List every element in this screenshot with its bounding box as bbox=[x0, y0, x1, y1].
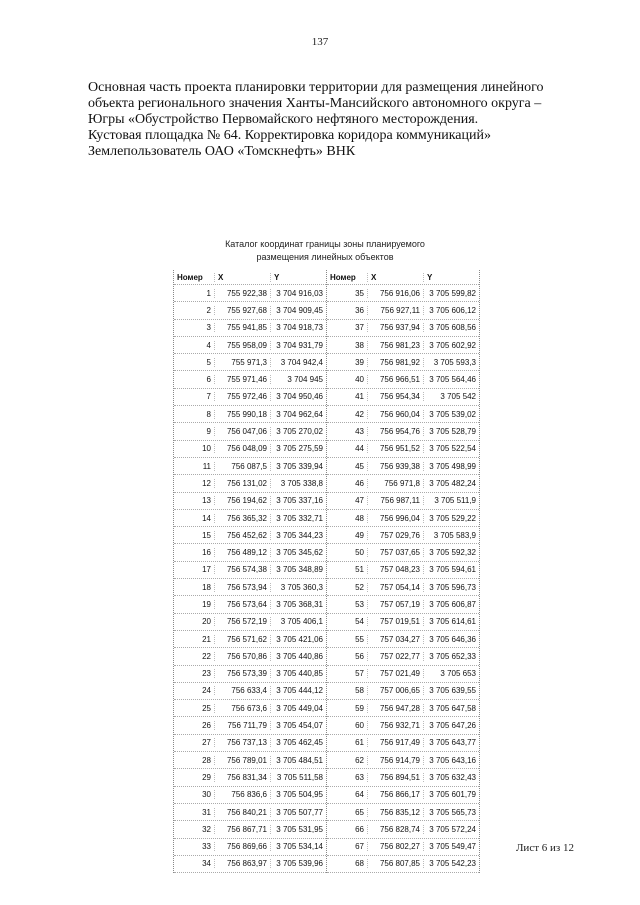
table-row bbox=[174, 631, 326, 648]
point-number-cell: 30 bbox=[202, 790, 211, 800]
x-coordinate-cell: 756 573,64 bbox=[214, 600, 270, 609]
y-coordinate-cell: 3 705 539,02 bbox=[423, 410, 479, 419]
x-coordinate-cell: 756 867,71 bbox=[214, 825, 270, 834]
point-number-cell: 7 bbox=[206, 392, 211, 402]
header-cell: Y bbox=[423, 273, 479, 282]
y-coordinate-cell: 3 705 549,47 bbox=[423, 842, 479, 851]
table-row bbox=[174, 337, 326, 354]
y-coordinate-cell: 3 705 606,12 bbox=[423, 306, 479, 315]
table-row bbox=[174, 441, 326, 458]
y-coordinate-cell: 3 705 647,26 bbox=[423, 721, 479, 730]
y-coordinate-cell: 3 704 950,46 bbox=[270, 392, 326, 401]
table-header-row bbox=[174, 270, 326, 285]
point-number-cell: 16 bbox=[202, 548, 211, 558]
x-coordinate-cell: 757 054,14 bbox=[367, 583, 423, 592]
y-coordinate-cell: 3 705 531,95 bbox=[270, 825, 326, 834]
y-coordinate-cell: 3 705 601,79 bbox=[423, 790, 479, 799]
coordinates-table-right bbox=[326, 270, 480, 873]
x-coordinate-cell: 756 365,32 bbox=[214, 514, 270, 523]
coordinates-table-left bbox=[173, 270, 327, 873]
table-row bbox=[174, 648, 326, 665]
table-row bbox=[327, 631, 479, 648]
table-row bbox=[327, 493, 479, 510]
table-row bbox=[327, 839, 479, 856]
point-number-cell: 23 bbox=[202, 669, 211, 679]
point-number-cell: 3 bbox=[206, 323, 211, 333]
point-number-cell: 51 bbox=[355, 565, 364, 575]
y-coordinate-cell: 3 705 498,99 bbox=[423, 462, 479, 471]
x-coordinate-cell: 756 835,12 bbox=[367, 808, 423, 817]
point-number-cell: 43 bbox=[355, 427, 364, 437]
table-row bbox=[174, 475, 326, 492]
y-coordinate-cell: 3 704 962,64 bbox=[270, 410, 326, 419]
y-coordinate-cell: 3 705 534,14 bbox=[270, 842, 326, 851]
point-number-cell: 32 bbox=[202, 824, 211, 834]
x-coordinate-cell: 756 954,76 bbox=[367, 427, 423, 436]
y-coordinate-cell: 3 705 339,94 bbox=[270, 462, 326, 471]
y-coordinate-cell: 3 705 606,87 bbox=[423, 600, 479, 609]
y-coordinate-cell: 3 705 594,61 bbox=[423, 565, 479, 574]
table-row bbox=[327, 441, 479, 458]
table-row bbox=[327, 527, 479, 544]
table-row bbox=[327, 302, 479, 319]
table-row bbox=[174, 320, 326, 337]
y-coordinate-cell: 3 705 360,3 bbox=[270, 583, 326, 592]
point-number-cell: 39 bbox=[355, 357, 364, 367]
y-coordinate-cell: 3 705 565,73 bbox=[423, 808, 479, 817]
y-coordinate-cell: 3 705 592,32 bbox=[423, 548, 479, 557]
point-number-cell: 35 bbox=[355, 288, 364, 298]
point-number-cell: 36 bbox=[355, 305, 364, 315]
y-coordinate-cell: 3 705 564,46 bbox=[423, 375, 479, 384]
table-row bbox=[174, 666, 326, 683]
header-cell: Y bbox=[270, 273, 326, 282]
table-row bbox=[174, 510, 326, 527]
table-row bbox=[174, 458, 326, 475]
table-row bbox=[327, 579, 479, 596]
y-coordinate-cell: 3 705 542,23 bbox=[423, 859, 479, 868]
y-coordinate-cell: 3 705 639,55 bbox=[423, 686, 479, 695]
y-coordinate-cell: 3 705 444,12 bbox=[270, 686, 326, 695]
x-coordinate-cell: 756 048,09 bbox=[214, 444, 270, 453]
header-cell: X bbox=[214, 273, 270, 282]
point-number-cell: 38 bbox=[355, 340, 364, 350]
table-row bbox=[174, 856, 326, 873]
y-coordinate-cell: 3 705 507,77 bbox=[270, 808, 326, 817]
table-caption bbox=[170, 238, 480, 264]
table-row bbox=[174, 562, 326, 579]
table-row bbox=[174, 614, 326, 631]
x-coordinate-cell: 756 831,34 bbox=[214, 773, 270, 782]
y-coordinate-cell: 3 705 462,45 bbox=[270, 738, 326, 747]
table-row bbox=[174, 821, 326, 838]
point-number-cell: 14 bbox=[202, 513, 211, 523]
point-number-cell: 52 bbox=[355, 582, 364, 592]
table-row bbox=[327, 735, 479, 752]
y-coordinate-cell: 3 705 511,9 bbox=[423, 496, 479, 505]
heading-line: Югры «Обустройство Первомайского нефтяного месторождения. bbox=[88, 112, 479, 127]
x-coordinate-cell: 756 863,97 bbox=[214, 859, 270, 868]
table-row bbox=[174, 700, 326, 717]
point-number-cell: 4 bbox=[206, 340, 211, 350]
point-number-cell: 29 bbox=[202, 772, 211, 782]
x-coordinate-cell: 756 789,01 bbox=[214, 756, 270, 765]
table-row bbox=[174, 389, 326, 406]
heading-line: объекта регионального значения Ханты-Мансийского автономного округа – bbox=[88, 96, 542, 111]
x-coordinate-cell: 755 972,46 bbox=[214, 392, 270, 401]
point-number-cell: 13 bbox=[202, 496, 211, 506]
point-number-cell: 47 bbox=[355, 496, 364, 506]
x-coordinate-cell: 756 573,39 bbox=[214, 669, 270, 678]
x-coordinate-cell: 756 574,38 bbox=[214, 565, 270, 574]
table-row bbox=[327, 614, 479, 631]
x-coordinate-cell: 756 836,6 bbox=[214, 790, 270, 799]
x-coordinate-cell: 756 981,23 bbox=[367, 341, 423, 350]
table-row bbox=[327, 320, 479, 337]
x-coordinate-cell: 757 048,23 bbox=[367, 565, 423, 574]
table-row bbox=[174, 493, 326, 510]
y-coordinate-cell: 3 705 406,1 bbox=[270, 617, 326, 626]
table-row bbox=[327, 821, 479, 838]
x-coordinate-cell: 756 914,79 bbox=[367, 756, 423, 765]
point-number-cell: 61 bbox=[355, 738, 364, 748]
x-coordinate-cell: 756 932,71 bbox=[367, 721, 423, 730]
table-row bbox=[174, 371, 326, 388]
y-coordinate-cell: 3 705 504,95 bbox=[270, 790, 326, 799]
table-row bbox=[327, 406, 479, 423]
heading-line: Землепользователь ОАО «Томскнефть» ВНК bbox=[88, 144, 356, 159]
x-coordinate-cell: 756 194,62 bbox=[214, 496, 270, 505]
y-coordinate-cell: 3 705 511,58 bbox=[270, 773, 326, 782]
x-coordinate-cell: 756 954,34 bbox=[367, 392, 423, 401]
point-number-cell: 9 bbox=[206, 427, 211, 437]
point-number-cell: 49 bbox=[355, 530, 364, 540]
point-number-cell: 53 bbox=[355, 599, 364, 609]
point-number-cell: 21 bbox=[202, 634, 211, 644]
x-coordinate-cell: 757 037,65 bbox=[367, 548, 423, 557]
y-coordinate-cell: 3 705 522,54 bbox=[423, 444, 479, 453]
y-coordinate-cell: 3 705 270,02 bbox=[270, 427, 326, 436]
table-row bbox=[327, 787, 479, 804]
y-coordinate-cell: 3 705 440,86 bbox=[270, 652, 326, 661]
y-coordinate-cell: 3 704 945 bbox=[270, 375, 326, 384]
y-coordinate-cell: 3 705 449,04 bbox=[270, 704, 326, 713]
x-coordinate-cell: 756 807,85 bbox=[367, 859, 423, 868]
table-row bbox=[327, 856, 479, 873]
x-coordinate-cell: 755 971,3 bbox=[214, 358, 270, 367]
y-coordinate-cell: 3 705 337,16 bbox=[270, 496, 326, 505]
header-cell: X bbox=[367, 273, 423, 282]
x-coordinate-cell: 756 131,02 bbox=[214, 479, 270, 488]
header-cell: Номер bbox=[177, 272, 203, 282]
x-coordinate-cell: 756 939,38 bbox=[367, 462, 423, 471]
point-number-cell: 56 bbox=[355, 651, 364, 661]
point-number-cell: 5 bbox=[206, 357, 211, 367]
x-coordinate-cell: 755 958,09 bbox=[214, 341, 270, 350]
x-coordinate-cell: 756 894,51 bbox=[367, 773, 423, 782]
x-coordinate-cell: 756 087,5 bbox=[214, 462, 270, 471]
x-coordinate-cell: 757 021,49 bbox=[367, 669, 423, 678]
point-number-cell: 44 bbox=[355, 444, 364, 454]
x-coordinate-cell: 755 990,18 bbox=[214, 410, 270, 419]
x-coordinate-cell: 755 927,68 bbox=[214, 306, 270, 315]
point-number-cell: 63 bbox=[355, 772, 364, 782]
table-row bbox=[327, 752, 479, 769]
x-coordinate-cell: 756 570,86 bbox=[214, 652, 270, 661]
point-number-cell: 62 bbox=[355, 755, 364, 765]
y-coordinate-cell: 3 705 368,31 bbox=[270, 600, 326, 609]
table-row bbox=[327, 458, 479, 475]
table-row bbox=[174, 839, 326, 856]
x-coordinate-cell: 756 571,62 bbox=[214, 635, 270, 644]
x-coordinate-cell: 756 966,51 bbox=[367, 375, 423, 384]
x-coordinate-cell: 756 673,6 bbox=[214, 704, 270, 713]
x-coordinate-cell: 756 047,06 bbox=[214, 427, 270, 436]
x-coordinate-cell: 756 917,49 bbox=[367, 738, 423, 747]
table-row bbox=[174, 406, 326, 423]
caption-line: размещения линейных объектов bbox=[256, 252, 394, 262]
point-number-cell: 10 bbox=[202, 444, 211, 454]
table-row bbox=[174, 735, 326, 752]
table-row bbox=[327, 354, 479, 371]
point-number-cell: 26 bbox=[202, 721, 211, 731]
point-number-cell: 20 bbox=[202, 617, 211, 627]
x-coordinate-cell: 756 489,12 bbox=[214, 548, 270, 557]
table-row bbox=[174, 544, 326, 561]
point-number-cell: 64 bbox=[355, 790, 364, 800]
y-coordinate-cell: 3 705 344,23 bbox=[270, 531, 326, 540]
x-coordinate-cell: 756 927,11 bbox=[367, 306, 423, 315]
point-number-cell: 25 bbox=[202, 703, 211, 713]
point-number-cell: 18 bbox=[202, 582, 211, 592]
y-coordinate-cell: 3 704 918,73 bbox=[270, 323, 326, 332]
table-row bbox=[327, 769, 479, 786]
y-coordinate-cell: 3 705 528,79 bbox=[423, 427, 479, 436]
caption-line: Каталог координат границы зоны планируемого bbox=[225, 239, 425, 249]
table-row bbox=[174, 787, 326, 804]
table-header-row bbox=[327, 270, 479, 285]
y-coordinate-cell: 3 705 632,43 bbox=[423, 773, 479, 782]
point-number-cell: 60 bbox=[355, 721, 364, 731]
point-number-cell: 68 bbox=[355, 859, 364, 869]
table-row bbox=[174, 579, 326, 596]
table-row bbox=[327, 337, 479, 354]
point-number-cell: 45 bbox=[355, 461, 364, 471]
table-row bbox=[327, 717, 479, 734]
table-row bbox=[174, 354, 326, 371]
x-coordinate-cell: 756 866,17 bbox=[367, 790, 423, 799]
x-coordinate-cell: 755 922,38 bbox=[214, 289, 270, 298]
x-coordinate-cell: 756 947,28 bbox=[367, 704, 423, 713]
x-coordinate-cell: 757 019,51 bbox=[367, 617, 423, 626]
point-number-cell: 22 bbox=[202, 651, 211, 661]
y-coordinate-cell: 3 705 596,73 bbox=[423, 583, 479, 592]
point-number-cell: 37 bbox=[355, 323, 364, 333]
x-coordinate-cell: 757 022,77 bbox=[367, 652, 423, 661]
point-number-cell: 55 bbox=[355, 634, 364, 644]
point-number-cell: 8 bbox=[206, 409, 211, 419]
document-heading bbox=[88, 80, 588, 160]
y-coordinate-cell: 3 705 652,33 bbox=[423, 652, 479, 661]
point-number-cell: 34 bbox=[202, 859, 211, 869]
point-number-cell: 50 bbox=[355, 548, 364, 558]
table-row bbox=[327, 666, 479, 683]
table-row bbox=[174, 804, 326, 821]
y-coordinate-cell: 3 705 643,16 bbox=[423, 756, 479, 765]
x-coordinate-cell: 757 029,76 bbox=[367, 531, 423, 540]
point-number-cell: 66 bbox=[355, 824, 364, 834]
x-coordinate-cell: 756 572,19 bbox=[214, 617, 270, 626]
table-row bbox=[327, 683, 479, 700]
x-coordinate-cell: 756 452,62 bbox=[214, 531, 270, 540]
x-coordinate-cell: 756 996,04 bbox=[367, 514, 423, 523]
x-coordinate-cell: 755 971,46 bbox=[214, 375, 270, 384]
page-number: 137 bbox=[311, 36, 329, 48]
x-coordinate-cell: 756 840,21 bbox=[214, 808, 270, 817]
x-coordinate-cell: 757 006,65 bbox=[367, 686, 423, 695]
heading-line: Основная часть проекта планировки территории для размещения линейного bbox=[88, 80, 544, 95]
table-row bbox=[327, 371, 479, 388]
table-row bbox=[327, 544, 479, 561]
y-coordinate-cell: 3 705 593,3 bbox=[423, 358, 479, 367]
y-coordinate-cell: 3 705 608,56 bbox=[423, 323, 479, 332]
y-coordinate-cell: 3 705 653 bbox=[423, 669, 479, 678]
point-number-cell: 27 bbox=[202, 738, 211, 748]
y-coordinate-cell: 3 704 931,79 bbox=[270, 341, 326, 350]
y-coordinate-cell: 3 705 542 bbox=[423, 392, 479, 401]
table-row bbox=[327, 648, 479, 665]
y-coordinate-cell: 3 705 647,58 bbox=[423, 704, 479, 713]
x-coordinate-cell: 756 951,52 bbox=[367, 444, 423, 453]
y-coordinate-cell: 3 705 332,71 bbox=[270, 514, 326, 523]
point-number-cell: 6 bbox=[206, 375, 211, 385]
heading-line: Кустовая площадка № 64. Корректировка коридора коммуникаций» bbox=[88, 128, 491, 143]
point-number-cell: 40 bbox=[355, 375, 364, 385]
x-coordinate-cell: 756 869,66 bbox=[214, 842, 270, 851]
point-number-cell: 31 bbox=[202, 807, 211, 817]
point-number-cell: 67 bbox=[355, 842, 364, 852]
table-row bbox=[174, 285, 326, 302]
point-number-cell: 57 bbox=[355, 669, 364, 679]
x-coordinate-cell: 756 971,8 bbox=[367, 479, 423, 488]
y-coordinate-cell: 3 705 529,22 bbox=[423, 514, 479, 523]
point-number-cell: 48 bbox=[355, 513, 364, 523]
x-coordinate-cell: 756 711,79 bbox=[214, 721, 270, 730]
table-row bbox=[174, 423, 326, 440]
y-coordinate-cell: 3 705 646,36 bbox=[423, 635, 479, 644]
point-number-cell: 54 bbox=[355, 617, 364, 627]
point-number-cell: 58 bbox=[355, 686, 364, 696]
y-coordinate-cell: 3 705 614,61 bbox=[423, 617, 479, 626]
point-number-cell: 1 bbox=[206, 288, 211, 298]
x-coordinate-cell: 757 034,27 bbox=[367, 635, 423, 644]
point-number-cell: 65 bbox=[355, 807, 364, 817]
table-row bbox=[327, 510, 479, 527]
y-coordinate-cell: 3 705 348,89 bbox=[270, 565, 326, 574]
y-coordinate-cell: 3 705 345,62 bbox=[270, 548, 326, 557]
x-coordinate-cell: 756 573,94 bbox=[214, 583, 270, 592]
table-row bbox=[327, 804, 479, 821]
point-number-cell: 15 bbox=[202, 530, 211, 540]
y-coordinate-cell: 3 705 482,24 bbox=[423, 479, 479, 488]
x-coordinate-cell: 756 987,11 bbox=[367, 496, 423, 505]
table-row bbox=[327, 285, 479, 302]
table-row bbox=[327, 596, 479, 613]
y-coordinate-cell: 3 705 539,96 bbox=[270, 859, 326, 868]
point-number-cell: 12 bbox=[202, 478, 211, 488]
table-row bbox=[174, 752, 326, 769]
point-number-cell: 28 bbox=[202, 755, 211, 765]
x-coordinate-cell: 756 960,04 bbox=[367, 410, 423, 419]
point-number-cell: 46 bbox=[355, 478, 364, 488]
table-row bbox=[327, 562, 479, 579]
point-number-cell: 33 bbox=[202, 842, 211, 852]
header-cell: Номер bbox=[330, 272, 356, 282]
x-coordinate-cell: 755 941,85 bbox=[214, 323, 270, 332]
point-number-cell: 17 bbox=[202, 565, 211, 575]
point-number-cell: 24 bbox=[202, 686, 211, 696]
point-number-cell: 2 bbox=[206, 305, 211, 315]
x-coordinate-cell: 757 057,19 bbox=[367, 600, 423, 609]
y-coordinate-cell: 3 705 572,24 bbox=[423, 825, 479, 834]
y-coordinate-cell: 3 705 454,07 bbox=[270, 721, 326, 730]
sheet-number: Лист 6 из 12 bbox=[515, 842, 574, 854]
table-row bbox=[174, 717, 326, 734]
x-coordinate-cell: 756 937,94 bbox=[367, 323, 423, 332]
table-row bbox=[327, 389, 479, 406]
table-row bbox=[174, 527, 326, 544]
point-number-cell: 41 bbox=[355, 392, 364, 402]
y-coordinate-cell: 3 705 583,9 bbox=[423, 531, 479, 540]
y-coordinate-cell: 3 705 599,82 bbox=[423, 289, 479, 298]
point-number-cell: 11 bbox=[202, 461, 211, 471]
y-coordinate-cell: 3 705 338,8 bbox=[270, 479, 326, 488]
point-number-cell: 19 bbox=[202, 599, 211, 609]
x-coordinate-cell: 756 981,92 bbox=[367, 358, 423, 367]
table-row bbox=[174, 769, 326, 786]
y-coordinate-cell: 3 704 942,4 bbox=[270, 358, 326, 367]
table-row bbox=[174, 596, 326, 613]
y-coordinate-cell: 3 705 602,92 bbox=[423, 341, 479, 350]
y-coordinate-cell: 3 705 643,77 bbox=[423, 738, 479, 747]
x-coordinate-cell: 756 802,27 bbox=[367, 842, 423, 851]
point-number-cell: 59 bbox=[355, 703, 364, 713]
x-coordinate-cell: 756 828,74 bbox=[367, 825, 423, 834]
x-coordinate-cell: 756 916,06 bbox=[367, 289, 423, 298]
y-coordinate-cell: 3 705 440,85 bbox=[270, 669, 326, 678]
table-row bbox=[174, 302, 326, 319]
x-coordinate-cell: 756 737,13 bbox=[214, 738, 270, 747]
y-coordinate-cell: 3 705 275,59 bbox=[270, 444, 326, 453]
y-coordinate-cell: 3 705 484,51 bbox=[270, 756, 326, 765]
point-number-cell: 42 bbox=[355, 409, 364, 419]
table-row bbox=[327, 700, 479, 717]
table-row bbox=[174, 683, 326, 700]
table-row bbox=[327, 423, 479, 440]
y-coordinate-cell: 3 704 909,45 bbox=[270, 306, 326, 315]
y-coordinate-cell: 3 705 421,06 bbox=[270, 635, 326, 644]
y-coordinate-cell: 3 704 916,03 bbox=[270, 289, 326, 298]
table-row bbox=[327, 475, 479, 492]
x-coordinate-cell: 756 633,4 bbox=[214, 686, 270, 695]
